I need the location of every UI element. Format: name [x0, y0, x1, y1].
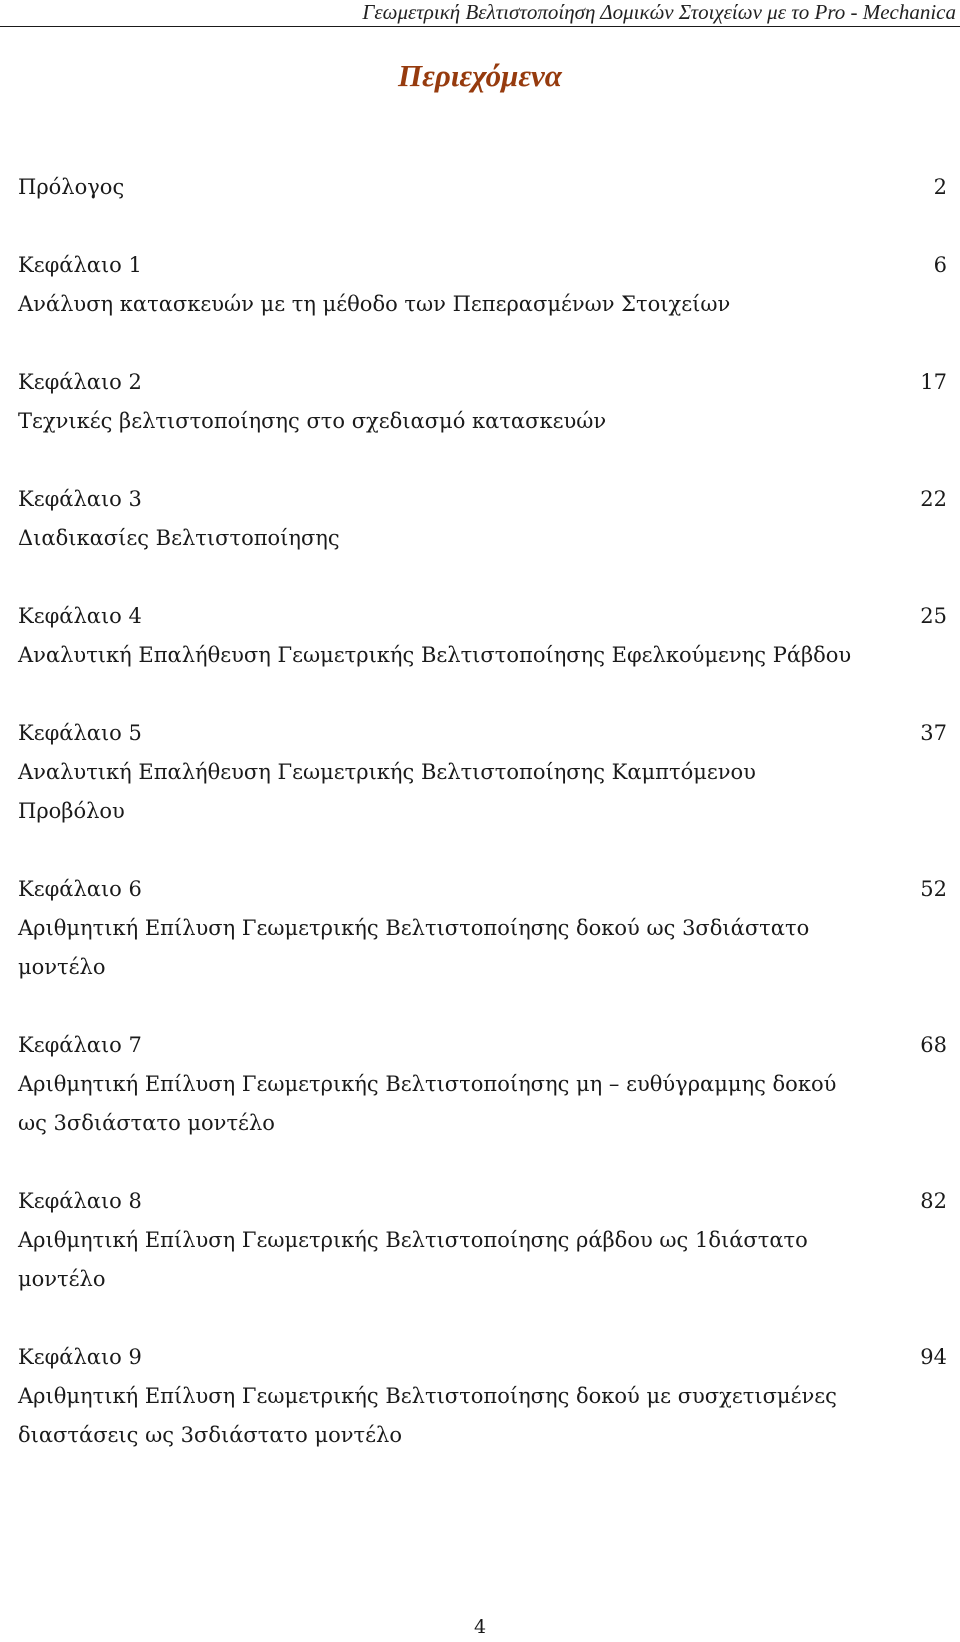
toc-entry-chapter-7[interactable] — [18, 1026, 947, 1143]
toc-entry-subtitle: Αριθμητική Επίλυση Γεωμετρικής Βελτιστοποίησης δοκού ως 3σδιάστατο μοντέλο — [18, 916, 810, 979]
toc-entry-chapter-9[interactable] — [18, 1338, 947, 1455]
toc-entry-label: Κεφάλαιο 5 — [18, 721, 142, 745]
page-number: 4 — [473, 1616, 487, 1638]
toc-entry-page: 37 — [920, 721, 947, 745]
toc-entry-subtitle: Τεχνικές βελτιστοποίησης στο σχεδιασμό κατασκευών — [18, 409, 607, 433]
toc-entry-label: Κεφάλαιο 8 — [18, 1189, 142, 1213]
toc-entry-chapter-4[interactable] — [18, 597, 947, 675]
toc-entry-label: Κεφάλαιο 1 — [18, 253, 142, 277]
toc-entry-page: 94 — [920, 1345, 947, 1369]
toc-entry-page: 25 — [920, 604, 947, 628]
toc-entry-subtitle: Ανάλυση κατασκευών με τη μέθοδο των Πεπερασμένων Στοιχείων — [18, 292, 731, 316]
toc-entry-chapter-2[interactable] — [18, 363, 947, 441]
toc-entry-label: Κεφάλαιο 9 — [18, 1345, 142, 1369]
toc-entry-page: 22 — [920, 487, 947, 511]
toc-entry-subtitle: Αριθμητική Επίλυση Γεωμετρικής Βελτιστοποίησης μη – ευθύγραμμης δοκού ως 3σδιάστατο μοντέλο — [18, 1072, 837, 1135]
toc-entry-chapter-8[interactable] — [18, 1182, 947, 1299]
toc-entry-page: 52 — [920, 877, 947, 901]
page-title: Περιεχόμενα — [398, 58, 562, 93]
toc-entry-label: Κεφάλαιο 2 — [18, 370, 142, 394]
toc-entry-page: 2 — [933, 175, 947, 199]
running-header: Γεωμετρική Βελτιστοποίηση Δομικών Στοιχείων με το Pro - Mechanica — [0, 0, 960, 27]
toc-entry-chapter-3[interactable] — [18, 480, 947, 558]
toc-entry-prologue[interactable] — [18, 168, 947, 207]
toc-entry-chapter-1[interactable] — [18, 246, 947, 324]
toc-entry-subtitle: Αριθμητική Επίλυση Γεωμετρικής Βελτιστοποίησης δοκού με συσχετισμένες διαστάσεις ως 3σδιάστατο μοντέλο — [18, 1384, 837, 1447]
toc-entry-subtitle: Αριθμητική Επίλυση Γεωμετρικής Βελτιστοποίησης ράβδου ως 1διάστατο μοντέλο — [18, 1228, 808, 1291]
toc-entry-page: 17 — [920, 370, 947, 394]
toc-entry-page: 68 — [920, 1033, 947, 1057]
toc-entry-label: Κεφάλαιο 4 — [18, 604, 142, 628]
toc-entry-page: 82 — [920, 1189, 947, 1213]
toc-entry-subtitle: Διαδικασίες Βελτιστοποίησης — [18, 526, 340, 550]
table-of-contents — [18, 168, 947, 1494]
toc-entry-chapter-5[interactable] — [18, 714, 947, 831]
toc-entry-label: Κεφάλαιο 7 — [18, 1033, 142, 1057]
toc-entry-label: Κεφάλαιο 6 — [18, 877, 142, 901]
toc-entry-chapter-6[interactable] — [18, 870, 947, 987]
toc-entry-label: Πρόλογος — [18, 175, 125, 199]
toc-entry-subtitle: Αναλυτική Επαλήθευση Γεωμετρικής Βελτιστοποίησης Καμπτόμενου Προβόλου — [18, 760, 756, 823]
toc-entry-label: Κεφάλαιο 3 — [18, 487, 142, 511]
toc-entry-subtitle: Αναλυτική Επαλήθευση Γεωμετρικής Βελτιστοποίησης Εφελκούμενης Ράβδου — [18, 643, 852, 667]
toc-entry-page: 6 — [933, 253, 947, 277]
